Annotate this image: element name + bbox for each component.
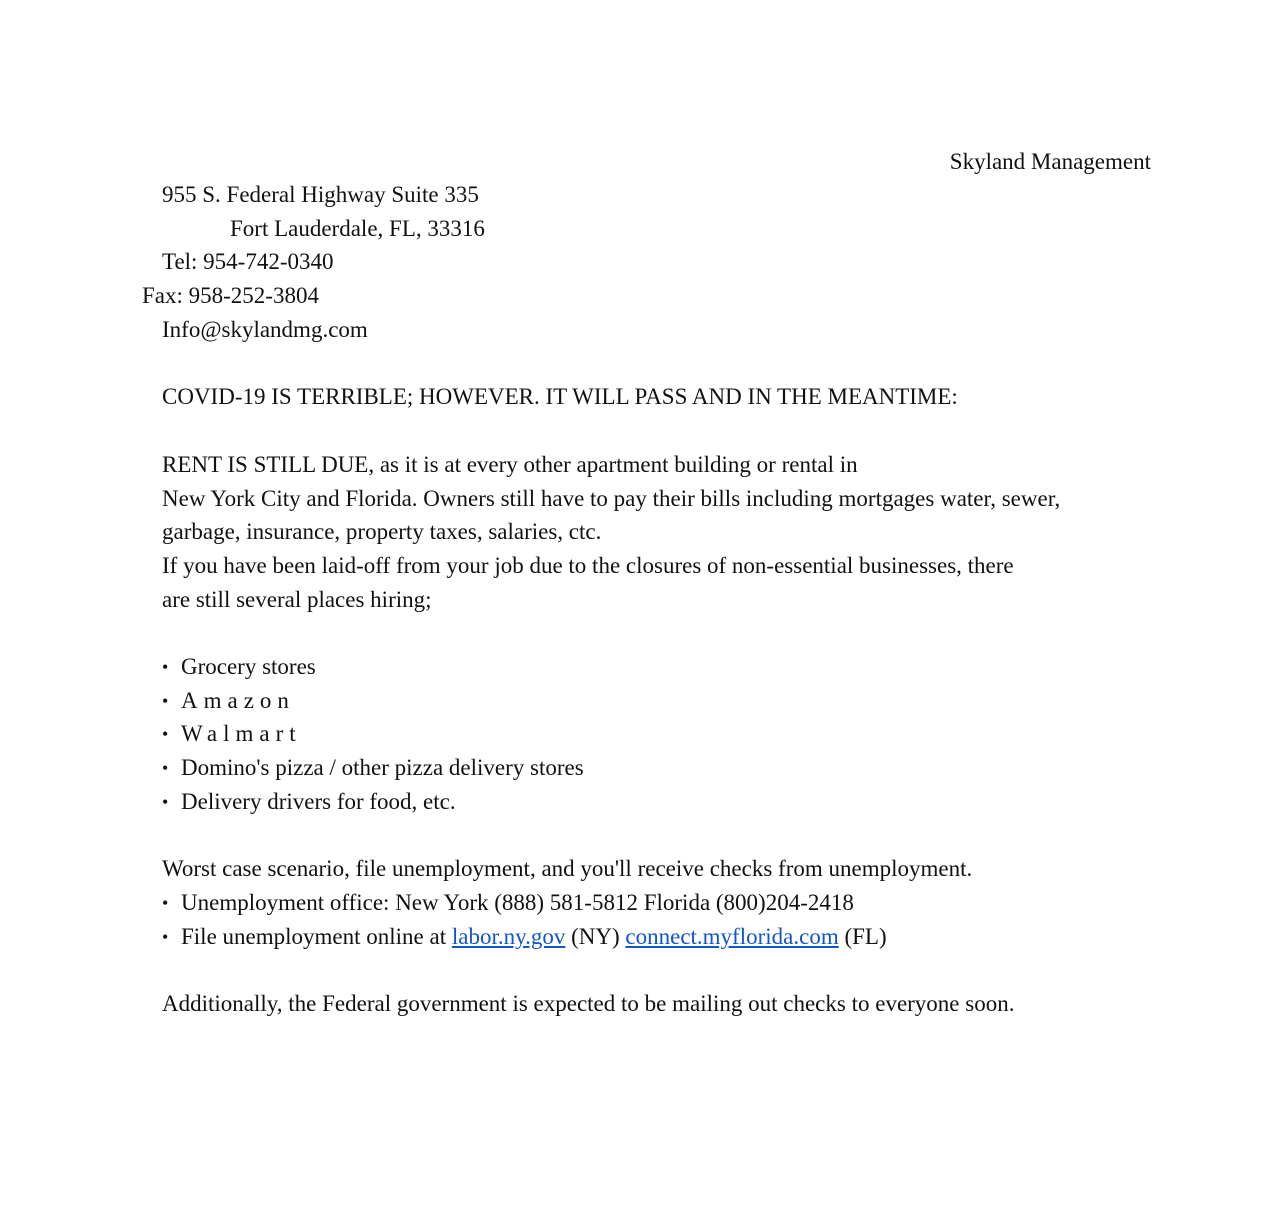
list-item <box>162 687 295 715</box>
bullet-icon: • <box>162 724 169 744</box>
bullet-icon: • <box>162 758 169 778</box>
paragraph-line: are still several places hiring; <box>162 587 432 612</box>
paragraph-line: RENT IS STILL DUE, as it is at every other apartment building or rental in <box>162 452 858 477</box>
list-item <box>162 754 584 782</box>
paragraph-line: New York City and Florida. Owners still have to pay their bills including mortgages water, sewer, <box>162 486 1061 511</box>
online-prefix: File unemployment online at <box>181 924 447 949</box>
paragraph-line: garbage, insurance, property taxes, salaries, ctc. <box>162 519 602 544</box>
bullet-icon: • <box>162 792 169 812</box>
list-item <box>162 889 854 917</box>
company-name: Skyland Management <box>949 149 1151 174</box>
list-item <box>162 653 316 681</box>
fax: Fax: 958-252-3804 <box>142 283 319 308</box>
unemployment-office-text: Unemployment office: New York (888) 581-5812 Florida (800)204-2418 <box>181 890 854 915</box>
closing-text: Additionally, the Federal government is expected to be mailing out checks to everyone soon. <box>162 991 1015 1016</box>
link-labor-ny-gov[interactable]: labor.ny.gov <box>451 924 566 949</box>
list-item-label: Domino's pizza / other pizza delivery stores <box>181 755 584 780</box>
list-item-label: Delivery drivers for food, etc. <box>181 789 456 814</box>
bullet-icon: • <box>162 927 169 947</box>
list-item-label: Amazon <box>181 688 295 713</box>
worst-case-text: Worst case scenario, file unemployment, and you'll receive checks from unemployment. <box>162 856 973 881</box>
address-line-2: Fort Lauderdale, FL, 33316 <box>230 216 485 241</box>
bullet-icon: • <box>162 893 169 913</box>
headline: COVID-19 IS TERRIBLE; HOWEVER. IT WILL PASS AND IN THE MEANTIME: <box>162 384 958 409</box>
list-item-label: Walmart <box>181 721 302 746</box>
list-item <box>162 788 456 816</box>
address-line-1: 955 S. Federal Highway Suite 335 <box>162 182 479 207</box>
email: Info@skylandmg.com <box>162 317 368 342</box>
bullet-icon: • <box>162 657 169 677</box>
ny-suffix: (NY) <box>571 924 620 949</box>
telephone: Tel: 954-742-0340 <box>162 249 334 274</box>
bullet-icon: • <box>162 691 169 711</box>
link-connect-myflorida[interactable]: connect.myflorida.com <box>625 924 839 949</box>
list-item-label: Grocery stores <box>181 654 316 679</box>
list-item <box>162 720 302 748</box>
fl-suffix: (FL) <box>844 924 887 949</box>
list-item <box>162 923 887 951</box>
paragraph-line: If you have been laid-off from your job due to the closures of non-essential businesses, there <box>162 553 1014 578</box>
